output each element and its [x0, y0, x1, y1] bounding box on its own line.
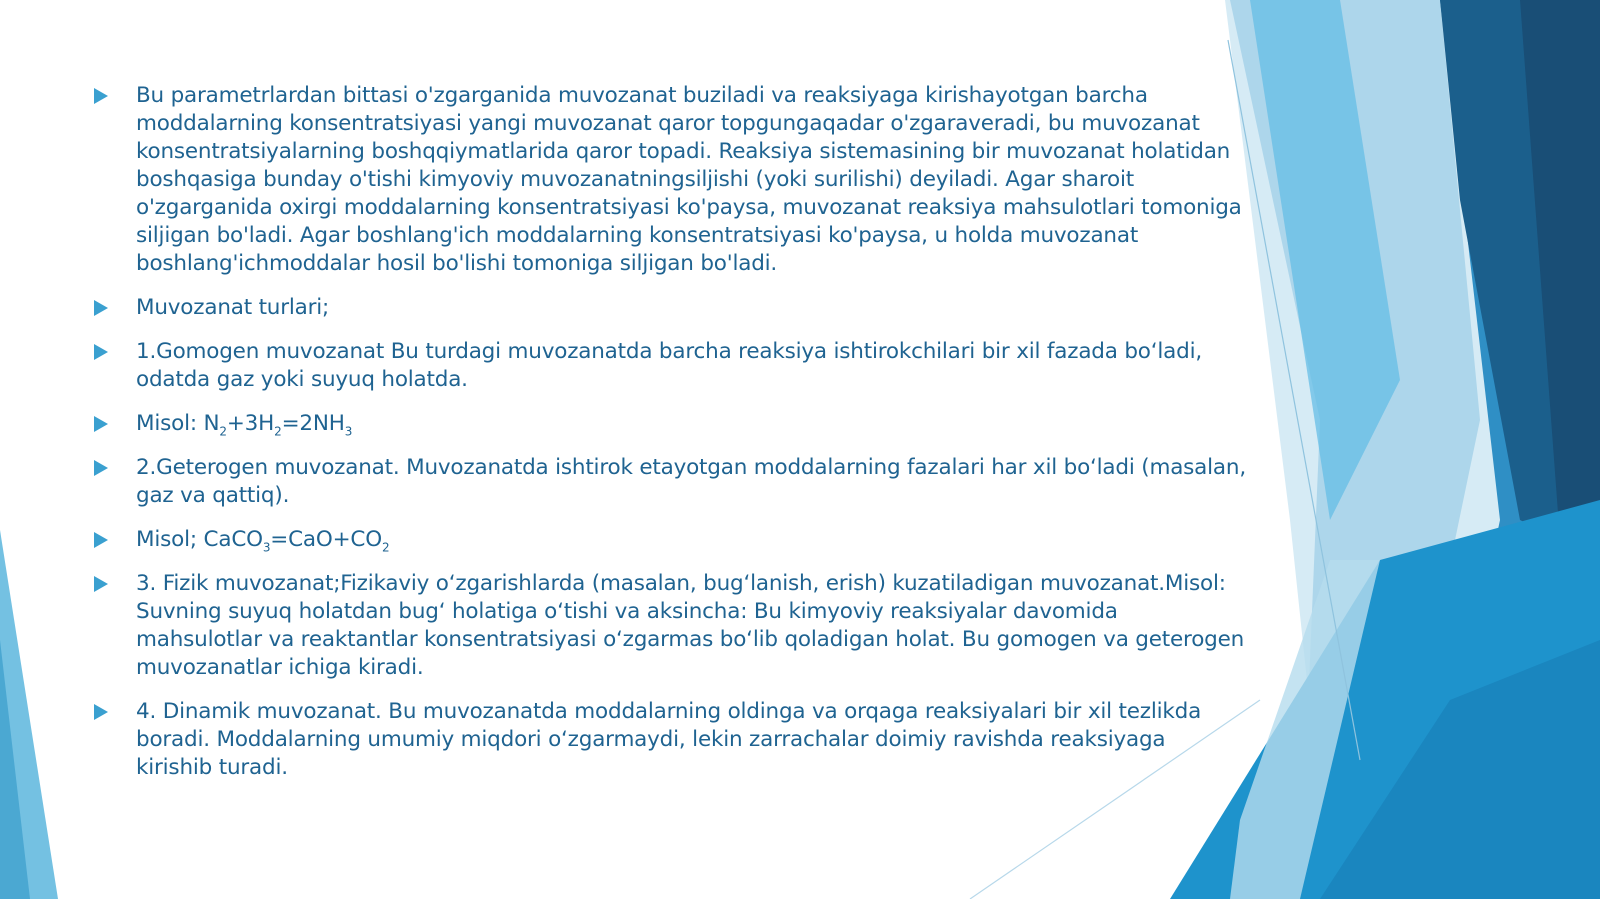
bullet-item-formula [88, 526, 1248, 554]
triangle-bullet-icon [94, 576, 108, 592]
bullet-item-formula [88, 410, 1248, 438]
triangle-bullet-icon [94, 532, 108, 548]
bullet-item [88, 338, 1248, 394]
bullet-text: 4. Dinamik muvozanat. Bu muvozanatda moddalarning oldinga va orqaga reaksiyalari bir xil tezlikda boradi. Moddalarning umumiy miqdori o‘zgarmaydi, lekin zarrachalar doimiy ravishda reaksiyaga kirishib turadi. [136, 699, 1202, 780]
bullet-item [88, 570, 1248, 682]
triangle-bullet-icon [94, 704, 108, 720]
triangle-bullet-icon [94, 416, 108, 432]
bullet-text: 1.Gomogen muvozanat Bu turdagi muvozanatda barcha reaksiya ishtirokchilari bir xil fazada bo‘ladi, odatda gaz yoki suyuq holatda. [136, 339, 1203, 392]
bullet-item [88, 454, 1248, 510]
bullet-item [88, 698, 1248, 782]
triangle-bullet-icon [94, 344, 108, 360]
triangle-bullet-icon [94, 460, 108, 476]
bullet-text: 3. Fizik muvozanat;Fizikaviy o‘zgarishlarda (masalan, bug‘lanish, erish) kuzatiladigan muvozanat.Misol: Suvning suyuq holatdan bug‘ holatiga o‘tishi va aksincha: Bu kimyoviy reaksiyalar davomida mahsulotlar va reaktantlar konsentratsiyasi o‘zgarmas bo‘lib qoladigan holat. Bu gomogen va geterogen muvozanatlar ichiga kiradi. [136, 571, 1245, 680]
bullet-text: 2.Geterogen muvozanat. Muvozanatda ishtirok etayotgan moddalarning fazalari har xil bo‘ladi (masalan, gaz va qattiq). [136, 455, 1246, 508]
triangle-bullet-icon [94, 300, 108, 316]
bullet-item [88, 294, 1248, 322]
formula-text: Misol: $N_2+3H_2=2NH_3$ [136, 411, 353, 439]
bullet-item [88, 82, 1248, 278]
triangle-bullet-icon [94, 88, 108, 104]
formula-text: Misol; $CaCO_3=CaO+CO_2$ [136, 527, 390, 555]
slide-content [88, 82, 1248, 798]
bullet-text: Bu parametrlardan bittasi o'zgarganida muvozanat buziladi va reaksiyaga kirishayotgan barcha moddalarning konsentratsiyasi yangi muvozanat qaror topgungaqadar o'zgaraveradi, bu muvozanat konsentratsiyalarning boshqqiymatlarida qaror topadi. Reaksiya sistemasining bir muvozanat holatidan boshqasiga bunday o'tishi kimyoviy muvozanatningsiljishi (yoki surilishi) deyiladi. Agar sharoit o'zgarganida oxirgi moddalarning konsentratsiyasi ko'paysa, muvozanat reaksiya mahsulotlari tomoniga siljigan bo'ladi. Agar boshlang'ich moddalarning konsentratsiyasi ko'paysa, u holda muvozanat boshlang'ichmoddalar hosil bo'lishi tomoniga siljigan bo'ladi. [136, 83, 1242, 276]
bullet-text: Muvozanat turlari; [136, 295, 330, 320]
